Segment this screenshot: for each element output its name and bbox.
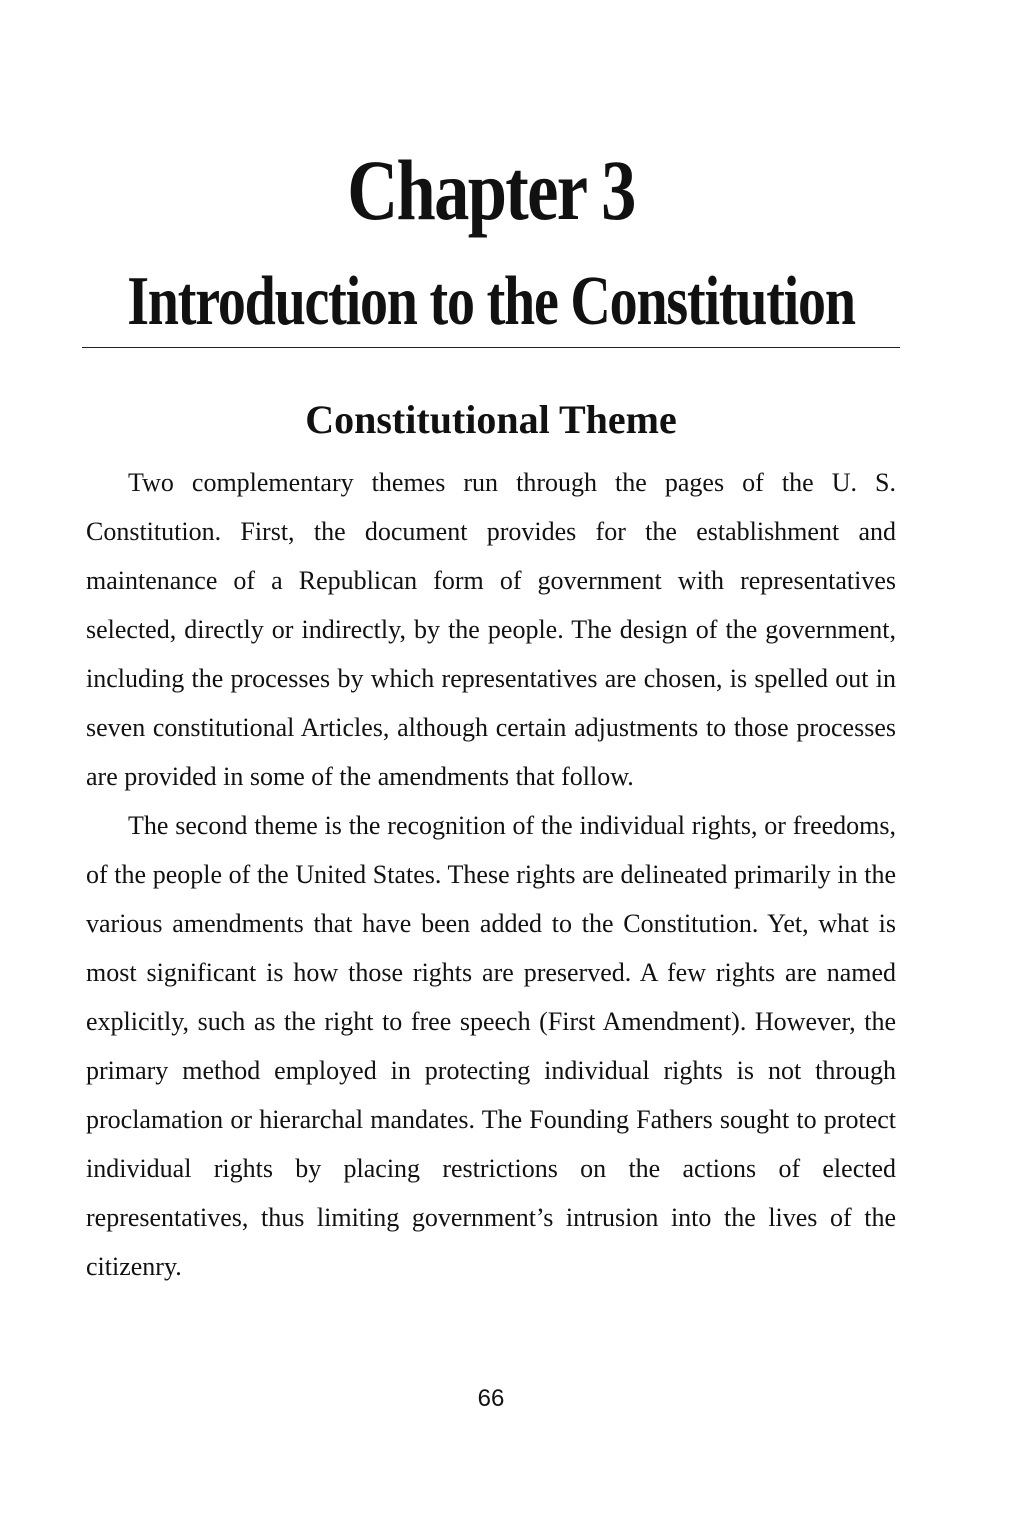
- paragraph-1: Two complementary themes run through the pages of the U. S. Constitution. First, the document provides for the establishment and maintenance of a Republican form of government with representatives selected, directly or indirectly, by the people. The design of the government, including the processes by which representatives are chosen, is spelled out in seven constitutional Articles, although certain adjustments to those processes are provided in some of the amendments that follow.: [86, 468, 896, 791]
- title-divider: [82, 347, 900, 348]
- page-number: 66: [477, 1385, 505, 1412]
- chapter-number: Chapter 3: [347, 142, 635, 238]
- body-text: [86, 458, 896, 1291]
- paragraph-2: The second theme is the recognition of the individual rights, or freedoms, of the people of the United States. These rights are delineated primarily in the various amendments that have been added to the Constitution. Yet, what is most significant is how those rights are preserved. A few rights are named explicitly, such as the right to free speech (First Amendment). However, the primary method employed in protecting individual rights is not through proclamation or hierarchal mandates. The Founding Fathers sought to protect individual rights by placing restrictions on the actions of elected representatives, thus limiting government’s intrusion into the lives of the citizenry.: [86, 811, 896, 1281]
- chapter-title: Introduction to the Constitution: [127, 263, 855, 340]
- section-heading: Constitutional Theme: [305, 397, 677, 442]
